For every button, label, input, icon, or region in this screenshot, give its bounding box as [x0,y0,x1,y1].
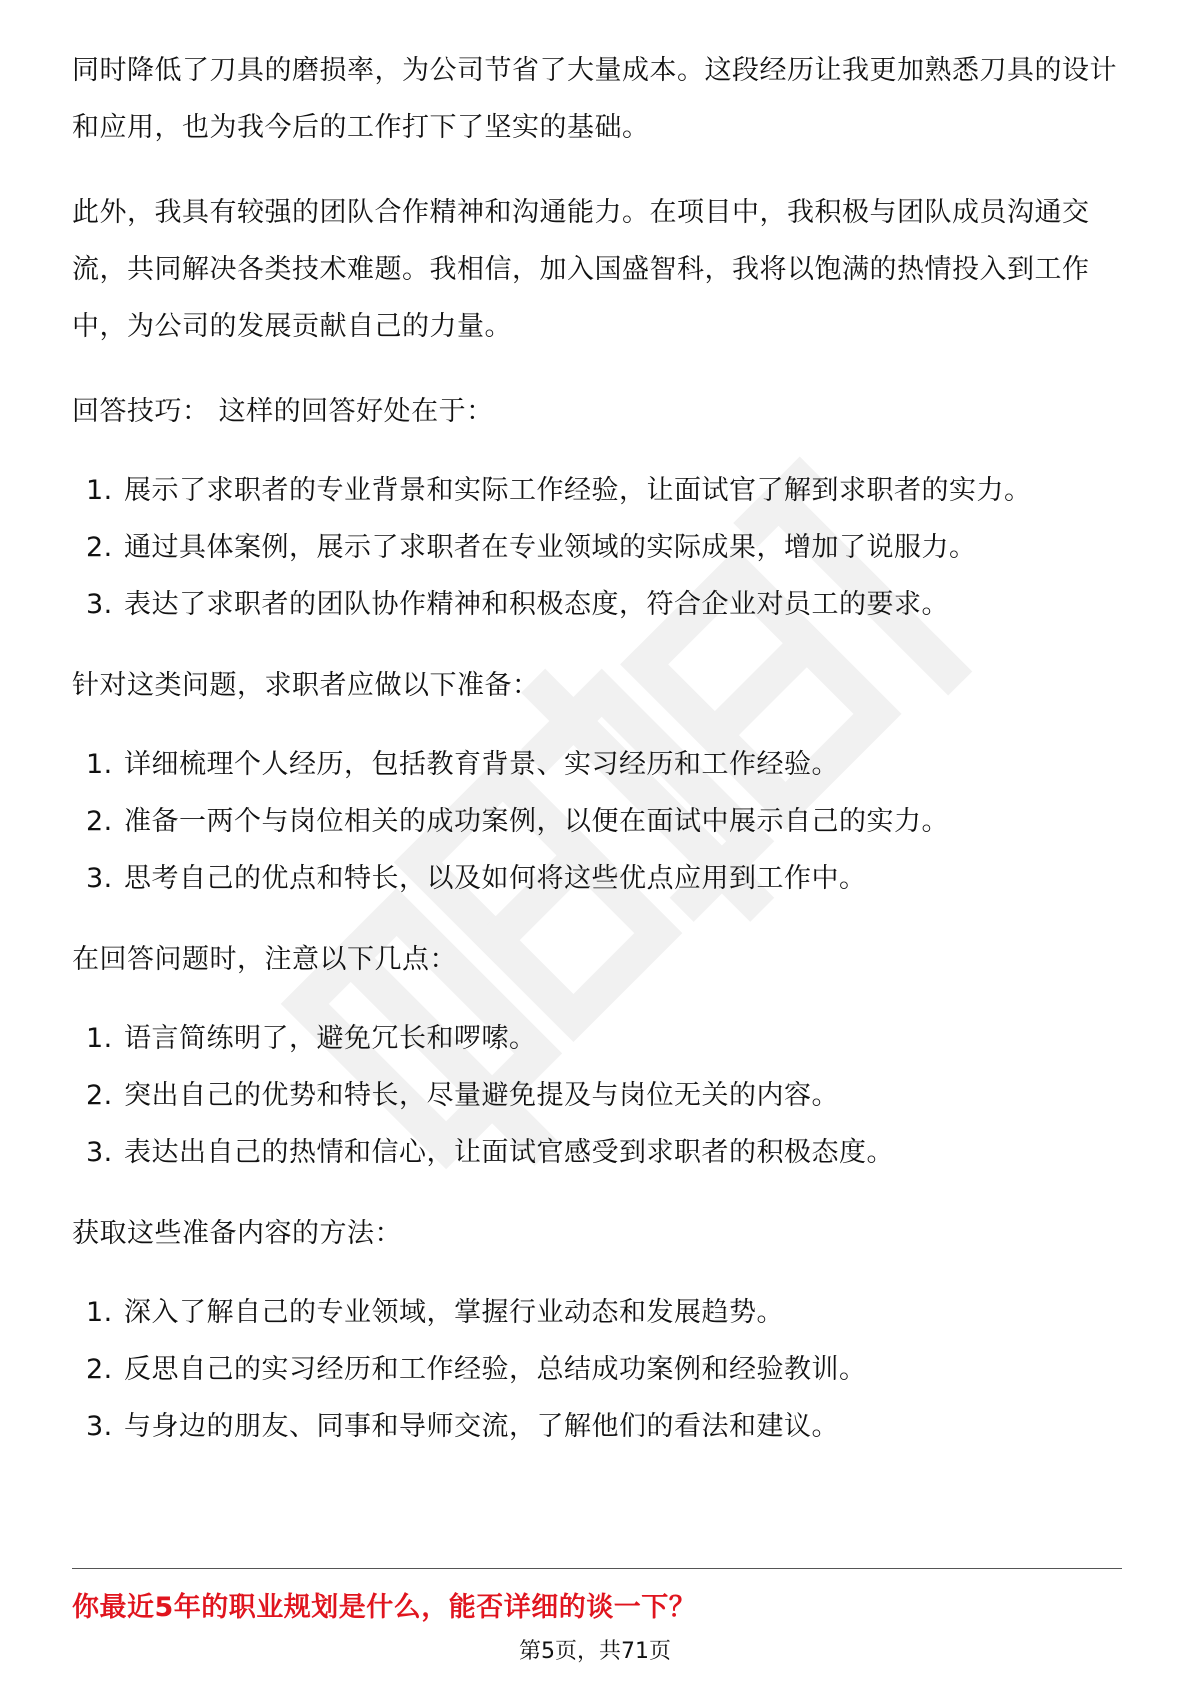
list-text: 表达了求职者的团队协作精神和积极态度，符合企业对员工的要求。 [124,589,949,620]
section-methods [72,1205,1122,1455]
list-number: 3. [86,1137,113,1168]
page-number: 第5页，共71页 [519,1639,671,1664]
list-item [72,462,1122,519]
next-question-heading: 你最近5年的职业规划是什么，能否详细的谈一下？ [72,1592,697,1623]
list-text: 通过具体案例，展示了求职者在专业领域的实际成果，增加了说服力。 [124,532,977,563]
numbered-list [72,736,1122,907]
list-number: 3. [86,589,113,620]
list-text: 反思自己的实习经历和工作经验，总结成功案例和经验教训。 [124,1354,867,1385]
list-item [72,1124,1122,1181]
list-text: 准备一两个与岗位相关的成功案例，以便在面试中展示自己的实力。 [124,806,949,837]
section-preparation [72,657,1122,907]
list-item [72,1284,1122,1341]
list-text: 与身边的朋友、同事和导师交流，了解他们的看法和建议。 [124,1411,839,1442]
list-number: 3. [86,863,113,894]
section-attention-points [72,931,1122,1181]
document-body [72,42,1122,1479]
list-number: 2. [86,1080,113,1111]
numbered-list [72,462,1122,633]
list-number: 1. [86,475,113,506]
list-number: 1. [86,1023,113,1054]
list-number: 2. [86,806,113,837]
list-text: 思考自己的优点和特长，以及如何将这些优点应用到工作中。 [124,863,867,894]
list-item [72,1067,1122,1124]
section-heading: 回答技巧： 这样的回答好处在于： [72,396,494,427]
intro-paragraph-2: 此外，我具有较强的团队合作精神和沟通能力。在项目中，我积极与团队成员沟通交流，共同解决各类技术难题。我相信，加入国盛智科，我将以饱满的热情投入到工作中，为公司的发展贡献自己的力量。 [72,197,1090,342]
list-item [72,1341,1122,1398]
list-text: 展示了求职者的专业背景和实际工作经验，让面试官了解到求职者的实力。 [124,475,1032,506]
list-item [72,1398,1122,1455]
section-heading: 获取这些准备内容的方法： [72,1218,402,1249]
list-text: 突出自己的优势和特长，尽量避免提及与岗位无关的内容。 [124,1080,839,1111]
numbered-list [72,1284,1122,1455]
section-heading: 在回答问题时，注意以下几点： [72,944,457,975]
list-text: 语言简练明了，避免冗长和啰嗦。 [124,1023,537,1054]
list-number: 2. [86,1354,113,1385]
divider-line [72,1568,1122,1569]
section-heading: 针对这类问题，求职者应做以下准备： [72,670,540,701]
list-text: 表达出自己的热情和信心，让面试官感受到求职者的积极态度。 [124,1137,894,1168]
list-item [72,850,1122,907]
list-item [72,793,1122,850]
section-answer-tips [72,383,1122,633]
list-item [72,519,1122,576]
numbered-list [72,1010,1122,1181]
intro-paragraph-1: 同时降低了刀具的磨损率，为公司节省了大量成本。这段经历让我更加熟悉刀具的设计和应用，也为我今后的工作打下了坚实的基础。 [72,55,1117,143]
list-item [72,736,1122,793]
list-item [72,576,1122,633]
list-number: 2. [86,532,113,563]
list-number: 1. [86,749,113,780]
list-item [72,1010,1122,1067]
list-number: 1. [86,1297,113,1328]
list-number: 3. [86,1411,113,1442]
list-text: 深入了解自己的专业领域，掌握行业动态和发展趋势。 [124,1297,784,1328]
list-text: 详细梳理个人经历，包括教育背景、实习经历和工作经验。 [124,749,839,780]
